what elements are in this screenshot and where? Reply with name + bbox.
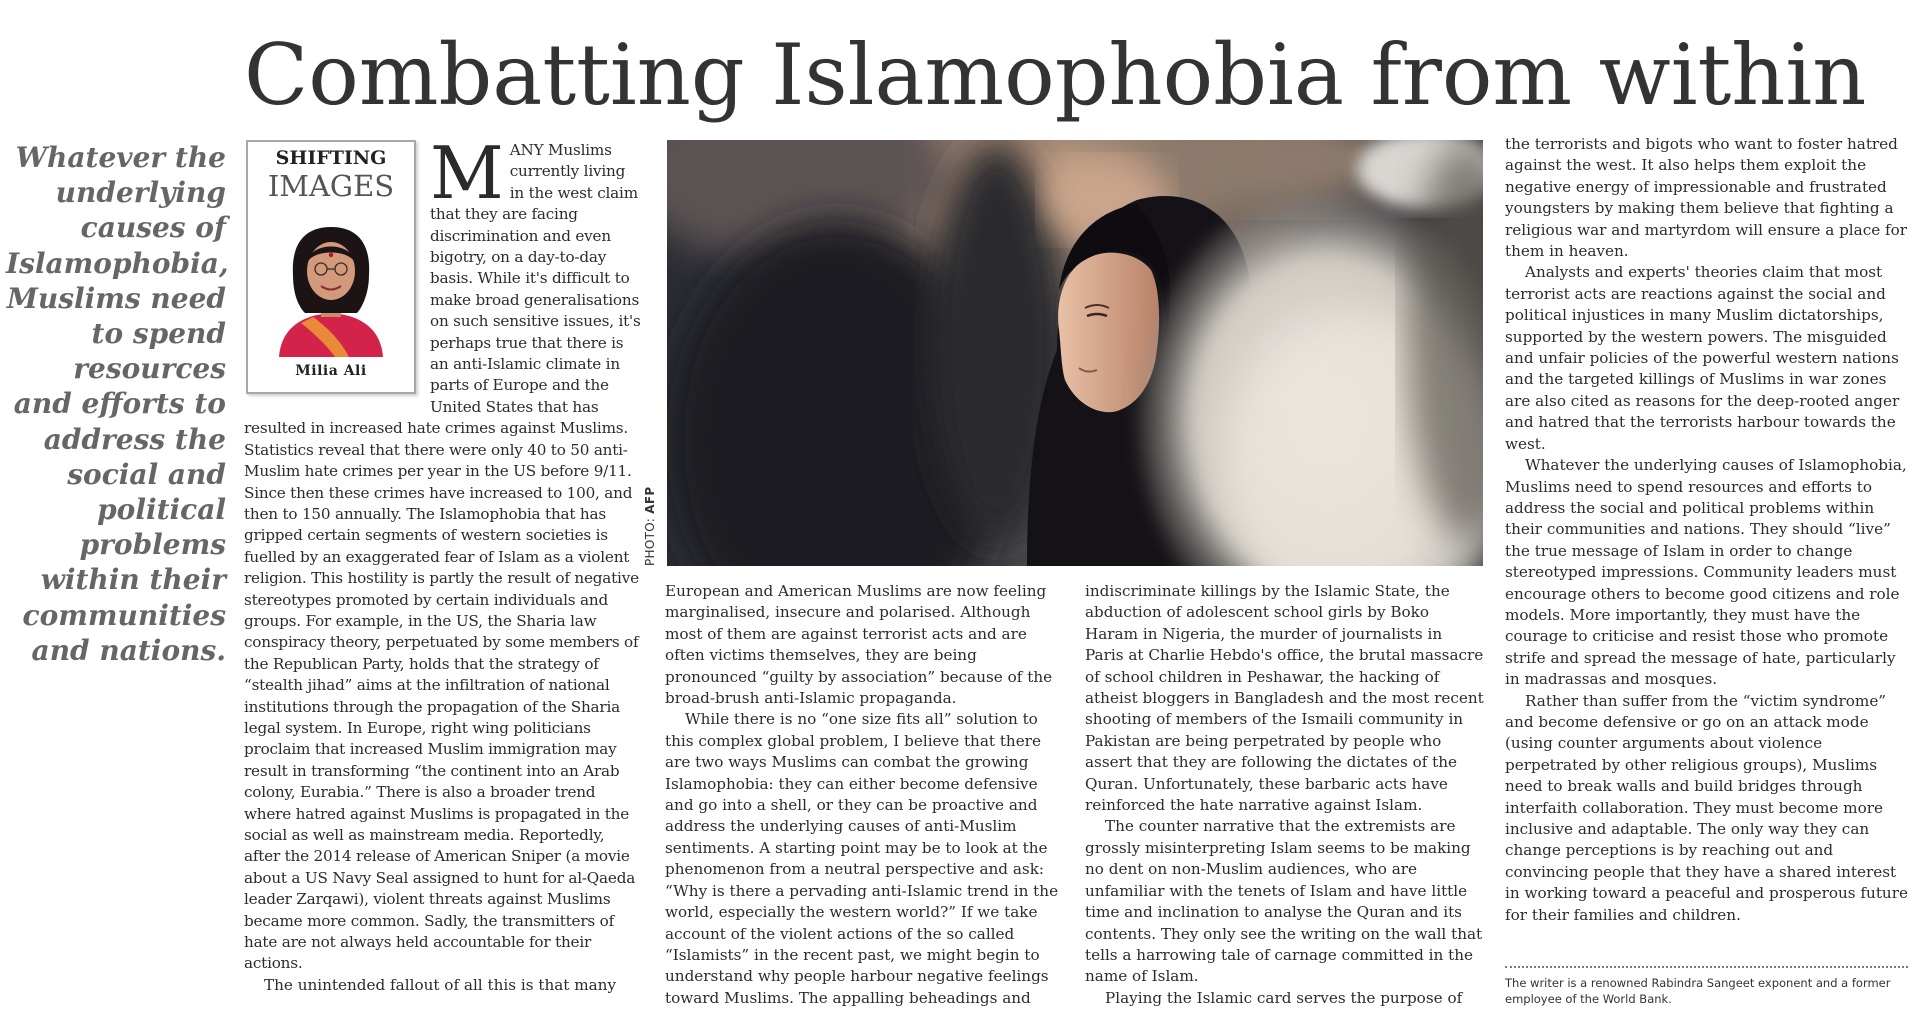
- article-photo: [667, 140, 1483, 566]
- article-paragraph: Playing the Islamic card serves the purpose of: [1105, 988, 1463, 1007]
- article-headline: Combatting Islamophobia from within: [244, 26, 1867, 124]
- columnist-name: Milia Ali: [295, 363, 367, 380]
- article-paragraph: indiscriminate killings by the Islamic State, the abduction of adolescent school girls by Boko Haram in Nigeria, the murder of journalists in Paris at Charlie Hebdo's office, the brutal massacre of school children in Peshawar, the hacking of atheist bloggers in Bangladesh and the most recent shooting of members of the Ismaili community in Pakistan are being perpetrated by people who assert that they are following the dictates of the Quran. Unfortunately, these barbaric acts have reinforced the hate narrative against Islam.: [1085, 582, 1484, 815]
- column-series-title-line-2: IMAGES: [267, 169, 395, 204]
- article-paragraph: European and American Muslims are now feeling marginalised, insecure and polarised. Although most of them are against terrorist acts and are often victims themselves, they are being pronounced “guilty by association” because of the broad-brush anti-Islamic propaganda.: [665, 582, 1053, 708]
- photo-credit: [643, 487, 657, 566]
- drop-cap: M: [430, 140, 504, 215]
- article-paragraph: While there is no “one size fits all” solution to this complex global problem, I believe that there are two ways Muslims can combat the growing Islamophobia: they can either become defensive and go into a shell, or they can be proactive and address the underlying causes of anti-Muslim sentiments. A starting point may be to look at the phenomenon from a neutral perspective and ask: “Why is there a pervading anti-Islamic trend in the world, especially the western world?” If we take account of the violent actions of the so called “Islamists” in the recent past, we might begin to understand why people harbour negative feelings toward Muslims. The appalling beheadings and: [665, 710, 1059, 1007]
- author-bio: The writer is a renowned Rabindra Sangeet exponent and a former employee of the World Bank.: [1505, 976, 1891, 1006]
- article-column-4: [1505, 134, 1909, 960]
- article-paragraph: Whatever the underlying causes of Islamophobia, Muslims need to spend resources and efforts to address the social and political problems within their communities and nations. They should “live” the true message of Islam in order to change stereotyped impressions. Community leaders must encourage others to become good citizens and role models. More importantly, they must have the courage to criticise and resist those who promote strife and spread the message of hate, particularly in madrassas and mosques.: [1505, 456, 1907, 689]
- column-series-title-line-1: SHIFTING: [275, 147, 387, 169]
- photo-woman-in-hijab: [667, 140, 1483, 566]
- photo-credit-prefix: PHOTO:: [643, 513, 657, 566]
- photo-credit-source: AFP: [643, 486, 657, 514]
- article-column-2: [665, 581, 1063, 1011]
- article-paragraph: the terrorists and bigots who want to foster hatred against the west. It also helps them exploit the negative energy of impressionable and frustrated youngsters by making them believe that fighting a religious war and martyrdom will ensure a place for them in heaven.: [1505, 135, 1908, 261]
- article-paragraph: The unintended fallout of all this is that many: [264, 975, 617, 994]
- article-column-3: [1085, 581, 1485, 1011]
- article-paragraph: ANY Muslims currently living in the west claim that they are facing discrimination and even bigotry, on a day-to-day basis. While it's difficult to make broad generalisations on such sensitive issues, it's perhaps true that there is an anti-Islamic climate in parts of Europe and the United States that has resulted in increased hate crimes against Muslims. Statistics reveal that there were only 40 to 50 anti-Muslim hate crimes per year in the US before 9/11. Since then these crimes have increased to 100, and then to 150 annually. The Islamophobia that has gripped certain segments of western societies is fuelled by an exaggerated fear of Islam as a violent religion. This hostility is partly the result of negative stereotypes promoted by certain individuals and groups. For example, in the US, the Sharia law conspiracy theory, perpetuated by some members of the Republican Party, holds that the strategy of “stealth jihad” aims at the infiltration of national institutions through the propagation of the Sharia legal system. In Europe, right wing politicians proclaim that increased Muslim immigration may result in transforming “the continent into an Arab colony, Eurabia.” There is also a broader trend where hatred against Muslims is propagated in the social as well as mainstream media. Reportedly, after the 2014 release of American Sniper (a movie about a US Navy Seal assigned to hunt for al-Qaeda leader Zarqawi), violent threats against Muslims became more common. Sadly, the transmitters of hate are not always held accountable for their actions.: [244, 141, 641, 973]
- pull-quote: Whatever the underlying causes of Islamophobia, Muslims need to spend resources and efforts to address the social and political problems within their communities and nations.: [6, 141, 229, 667]
- columnist-portrait: [261, 211, 401, 357]
- bio-divider: [1505, 966, 1908, 968]
- article-paragraph: The counter narrative that the extremists are grossly misinterpreting Islam seems to be making no dent on non-Muslim audiences, who are unfamiliar with the tenets of Islam and have little time and inclination to analyse the Quran and its contents. They only see the writing on the wall that tells a harrowing tale of carnage committed in the name of Islam.: [1085, 817, 1483, 986]
- article-column-1: [244, 140, 642, 1010]
- article-paragraph: Analysts and experts' theories claim that most terrorist acts are reactions against the social and political injustices in many Muslim dictatorships, supported by the western powers. The misguided and unfair policies of the powerful western nations and the targeted killings of Muslims in war zones are also cited as reasons for the deep-rooted anger and hatred that the terrorists harbour towards the west.: [1505, 263, 1900, 453]
- article-paragraph: Rather than suffer from the “victim syndrome” and become defensive or go on an attack mode (using counter arguments about violence perpetrated by other religious groups), Muslims need to break walls and build bridges through interfaith collaboration. They must become more inclusive and adaptable. The only way they can change perceptions is by reaching out and convincing people that they have a shared interest in working toward a peaceful and prosperous future for their families and children.: [1505, 691, 1908, 924]
- columnist-box: [246, 140, 416, 394]
